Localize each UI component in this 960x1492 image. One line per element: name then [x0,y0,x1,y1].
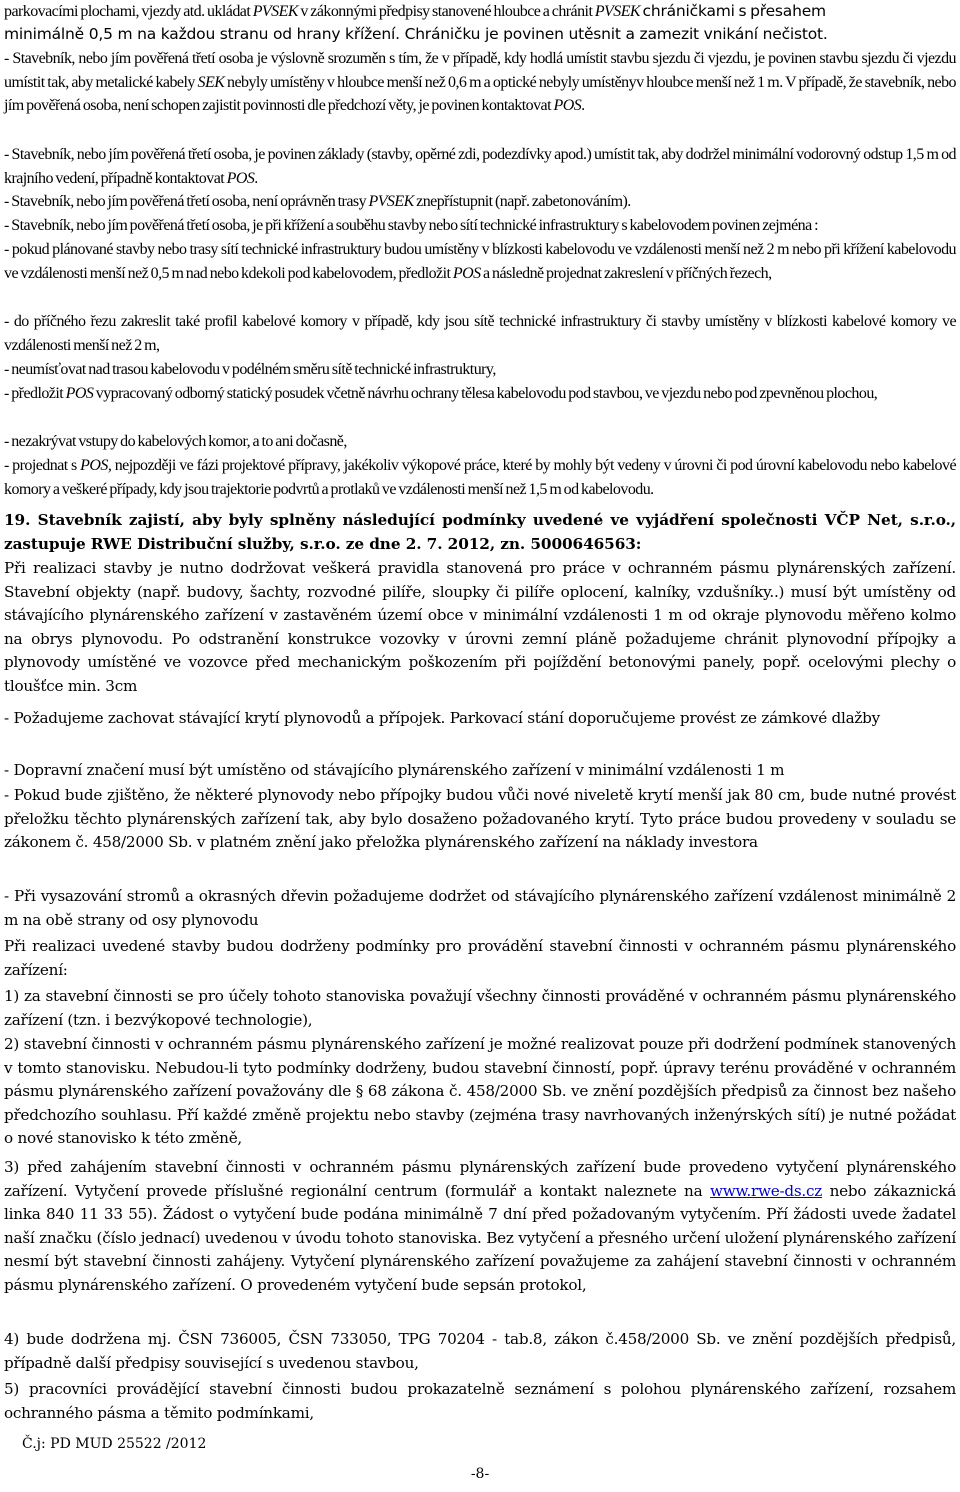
paragraph-covers: - nezakrývat vstupy do kabelových komor, a to ani dočasně, [4,433,347,450]
gas-condition-4: 4) bude dodržena mj. ČSN 736005, ČSN 733050, TPG 70204 - tab.8, zákon č.458/2000 Sb. ve znění pozdějších předpisů, případně další předpisy související s uvedenou stavbou, [4,1330,956,1372]
term-pvsek: PVSEK [368,193,414,210]
gas-condition-5: 5) pracovníci provádějící stavební činnosti budou prokazatelně seznámení s polohou plynárenského zařízení, rozsahem ochranného pásma a těmito podmínkami, [4,1380,956,1422]
text-run: parkovacími plochami, vjezdy atd. ukládat [4,3,251,20]
text-run: vypracovaný odborný statický posudek včetně návrhu ochrany tělesa kabelovodu pod stavbou, ve vjezdu nebo pod zpevněnou plochou, [95,385,878,402]
paragraph-profile: - do příčného řezu zakreslit také profil kabelové komory v případě, kdy jsou sítě technické infrastruktury či stavby umístěny v blízkosti kabelové komory ve vzdálenosti menší než 2 m, [4,313,956,354]
text-run: - předložit [4,385,64,402]
text-run: nebyly umístěny v hloubce menší než 0,6 m a optické nebyly umístěnyv hloubce menší než 1 m. V případě, že stavebník, nebo jím pověřená osoba, není schopen zajistit povinnosti dle předchozí věty, je povinen kontaktovat [4,73,956,114]
text-run: v zákonnými předpisy stanovené hloubce a chránit [300,3,593,20]
paragraph-line: minimálně 0,5 m na každou stranu od hrany křížení. Chráničku je povinen utěsnit a zamezit vnikání nečistot. [4,25,828,43]
text-run: - projednat s [4,457,77,474]
gas-condition-1: 1) za stavební činnosti se pro účely tohoto stanoviska považují všechny činnosti prováděné v ochranném pásmu plynárenského zařízení (tzn. i bezvýkopové technologie), [4,987,956,1029]
term-pvsek: PVSEK [594,3,641,20]
section-heading-19: 19. Stavebník zajistí, aby byly splněny následující podmínky uvedené ve vyjádření společnosti VČP Net, s.r.o., zastupuje RWE Distribuční služby, s.r.o. ze dne 2. 7. 2012, zn. 5000646563: [4,511,956,553]
paragraph-discuss [4,454,956,501]
paragraph-sek: - Stavebník, nebo jím pověřená třetí osoba je výslovně srozuměn s tím, že v případě, kdy hodlá umístit stavbu sjezdu či vjezdu, je povinen stavbu sjezdu či vjezdu umístit tak, aby metalické kabely SEK nebyly umístěny v hloubce menší než 0,6 m a optické nebyly umístěnyv hloubce menší než 1 m. V případě, že stavebník, nebo jím pověřená osoba, není schopen zajistit povinnosti dle předchozí věty, je povinen kontaktovat POS. [4,50,956,114]
text-run: 3) před zahájením stavební činnosti v ochranném pásmu plynárenských zařízení bude provedeno vytyčení plynárenského zařízení. Vytyčení provede příslušné regionální centrum (formulář a kontakt naleznete na [4,1158,956,1200]
text-run: znepřístupnit (např. zabetonováním). [416,193,631,210]
paragraph-foundations: - Stavebník, nebo jím pověřená třetí osoba, je povinen základy (stavby, opěrné zdi, podezdívky apod.) umístit tak, aby dodržel minimální vodorovný odstup 1,5 m od krajního vedení, případně kontaktovat POS. [4,146,956,187]
text-run: - pokud plánované stavby nebo trasy sítí technické infrastruktury budou umístěny v blízkosti kabelovodu ve vzdálenosti menší než 2 m nebo při křížení kabelovodu ve vzdálenosti menší než 0,5 m nad nebo kdekoli pod kabelovodem, předložit [4,241,956,282]
term-sek: SEK [197,73,225,91]
text-run: - Stavebník, nebo jím pověřená třetí osoba, není oprávněn trasy [4,193,367,210]
gas-condition-2: 2) stavební činnosti v ochranném pásmu plynárenského zařízení je možné realizovat pouze při dodržení podmínek stanovených v tomto stanovisku. Nebudou-li tyto podmínky dodrženy, budou stavební činností, popř. úpravy terénu prováděné v ochranném pásmu plynárenského zařízení považovány dle § 68 zákona č. 458/2000 Sb. ve znění pozdějších předpisů za činnost bez našeho předchozího souhlasu. Pří každé změně projektu nebo stavby (zejména trasy navrhovaných inženýrských sítí) je nutné požádat o nové stanovisko k této změně, [4,1035,956,1147]
paragraph-pvsek [4,0,956,24]
text-run: nebo zákaznická linka 840 11 33 55). Žádost o vytyčení bude podána minimálně 7 dní před požadovaným vytyčením. Pří žádosti uvede žadatel naší značku (číslo jednací) uvedenou v úvodu tohoto stanoviska. Bez vytyčení a přesného určení uložení plynárenského zařízení nesmí být stavební činnosti zahájeny. Vytyčení plynárenského zařízení považujeme za zahájení stavební činnosti v ochranném pásmu plynárenského zařízení. O provedeném vytyčení bude sepsán protokol, [4,1181,957,1294]
paragraph-static [4,382,956,406]
text-run: chráničkami s přesahem [642,2,826,20]
text-run: a následně projednat zakreslení v příčných řezech, [483,264,772,282]
gas-paragraph-5: - Při vysazování stromů a okrasných dřevin požadujeme dodržet od stávajícího plynárenského zařízení vzdálenost minimálně 2 m na obě strany od osy plynovodu [4,887,956,929]
term-pos: POS [452,264,481,282]
page-number: -8- [470,1466,490,1482]
gas-paragraph-1: Při realizaci stavby je nutno dodržovat veškerá pravidla stanovená pro práce v ochranném pásmu plynárenských zařízení. Stavební objekty (např. budovy, šachty, rozvodné pilíře, sloupky či pilíře oplocení, kalníky, vzdušníky..) musí být umístěny od stávajícího plynárenského zařízení v zastavěném území obce v minimální vzdálenosti 1 m od okraje plynovodu měřeno kolmo na obrys plynovodu. Po odstranění konstrukce vozovky v úrovni zemní pláně požadujeme chránit plynovodní přípojky a plynovody umístěné ve vozovce před mechanickým poškozením při pojíždění betonovými panely, popř. ocelovými plechy o tloušťce min. 3cm [4,559,956,695]
rwe-link[interactable]: www.rwe-ds.cz [709,1181,822,1200]
gas-condition-3 [4,1156,956,1297]
text-run: - Stavebník, nebo jím pověřená třetí osoba je výslovně srozuměn s tím, že v případě, kdy hodlá umístit stavbu sjezdu či vjezdu, je povinen stavbu sjezdu či vjezdu umístit tak, aby metalické kabely [4,50,956,91]
term-pos: POS, [80,457,112,474]
gas-paragraph-4: - Pokud bude zjištěno, že některé plynovody nebo přípojky budou vůči nové niveletě krytí menší jak 80 cm, bude nutné provést přeložku těchto plynárenských zařízení tak, aby bylo dosaženo požadovaného krytí. Tyto práce budou provedeny v souladu se zákonem č. 458/2000 Sb. v platném znění jako přeložka plynárenského zařízení na náklady investora [4,786,956,851]
gas-paragraph-6: Při realizaci uvedené stavby budou dodrženy podmínky pro provádění stavební činnosti v ochranném pásmu plynárenského zařízení: [4,937,956,979]
paragraph-no-placement: - neumísťovat nad trasou kabelovodu v podélném směru sítě technické infrastruktury, [4,361,496,378]
paragraph-access [4,190,956,214]
text-run: - Stavebník, nebo jím pověřená třetí osoba, je povinen základy (stavby, opěrné zdi, podezdívky apod.) umístit tak, aby dodržel minimální vodorovný odstup 1,5 m od krajního vedení, případně kontaktovat [4,146,956,187]
text-run: nejpozději ve fázi projektové přípravy, jakékoliv výkopové práce, které by mohly být vedeny v úrovni či pod úrovní kabelovodu nebo kabelové komory a veškeré případy, kdy jsou trajektorie podvrtů a protlaků ve vzdálenosti menší než 1,5 m od kabelovodu. [4,457,956,498]
term-pvsek: PVSEK [252,3,298,20]
gas-paragraph-3: - Dopravní značení musí být umístěno od stávajícího plynárenského zařízení v minimální vzdálenosti 1 m [4,761,785,779]
paragraph-planned [4,238,956,285]
term-pos: POS [226,169,255,187]
paragraph-crossing: - Stavebník, nebo jím pověřená třetí osoba, je při křížení a souběhu stavby nebo sítí technické infrastruktury s kabelovodem povinen zejména : [4,217,818,234]
term-pos: POS [553,97,582,114]
footer-reference: Č.j: PD MUD 25522 /2012 [22,1436,207,1452]
gas-paragraph-2: - Požadujeme zachovat stávající krytí plynovodů a přípojek. Parkovací stání doporučujeme provést ze zámkové dlažby [4,709,880,727]
term-pos: POS [65,385,94,402]
